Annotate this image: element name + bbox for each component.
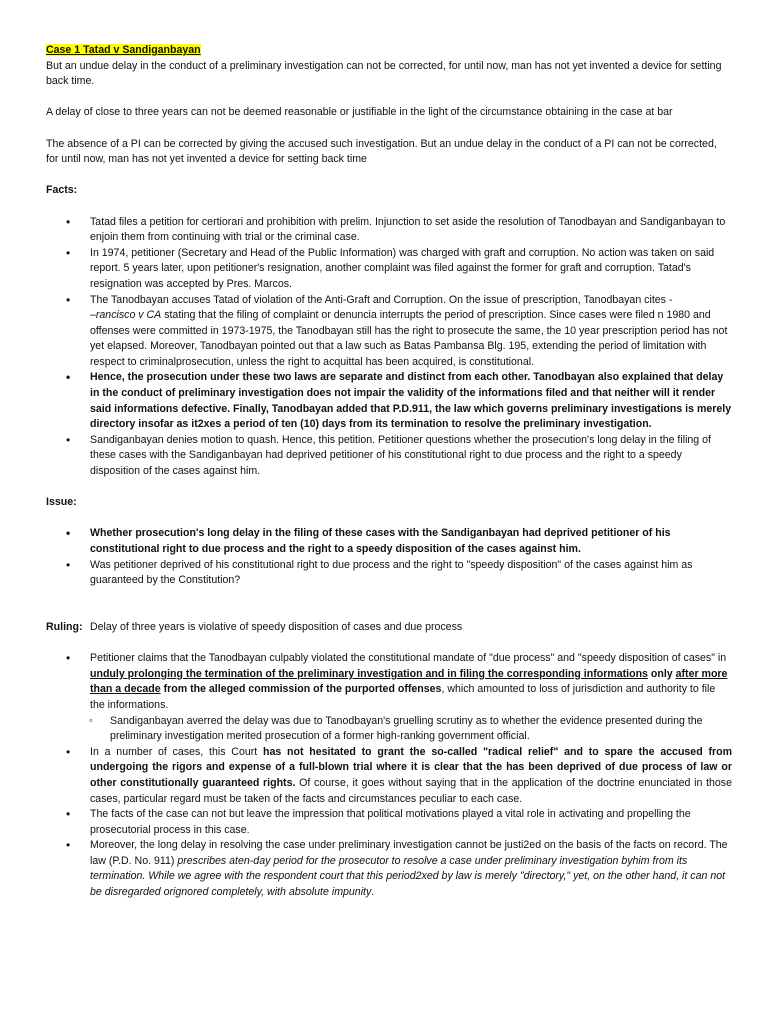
facts-list xyxy=(46,215,732,480)
facts-bullet-4: • Hence, the prosecution under these two laws are separate and distinct from each other. Tanodbayan also explained that delay in the conduct of preliminary investigation does not impair the validity of the informations filed and that neither will it render said informations defective. Finally, Tanodbayan added that P.D.911, the law which governs preliminary investigations is merely directory insofar as it2xes a period of ten (10) days from its termination to resolve the preliminary investigation. xyxy=(46,370,732,432)
ruling-heading: Ruling: xyxy=(46,620,83,633)
ruling-bullet-4: • Moreover, the long delay in resolving the case under preliminary investigation cannot be justi2ed on the basis of the facts on record. The law (P.D. No. 911) prescribes aten-day period for the prosecutor to resolve a case under preliminary investigation byhim from its termination. While we agree with the respondent court that this period2xed by law is merely "directory," yet, on the other hand, it can not be disregarded orignored completely, with absolute impunity. xyxy=(46,838,732,900)
case-title: Case 1 Tatad v Sandiganbayan xyxy=(46,44,201,56)
ruling-row xyxy=(46,620,732,636)
ruling-bullet-2: • In a number of cases, this Court has not hesitated to grant the so-called "radical relief" and to spare the accused from undergoing the rigors and expense of a full-blown trial where it is clear that the has been deprived of due process of law or other constitutionally guaranteed rights. Of course, it goes without saying that in the application of the doctrine enunciated in those cases, particular regard must be taken of the facts and circumstances peculiar to each case. xyxy=(46,745,732,807)
issue-list xyxy=(46,526,732,588)
ruling-summary: Delay of three years is violative of speedy disposition of cases and due process xyxy=(90,620,463,633)
intro-paragraph-3: The absence of a PI can be corrected by giving the accused such investigation. But an undue delay in the conduct of a PI can not be corrected, for until now, man has not yet invented a device for setting back time xyxy=(46,137,717,166)
intro-paragraph-1: But an undue delay in the conduct of a preliminary investigation can not be corrected, for until now, man has not yet invented a device for setting back time. xyxy=(46,59,722,88)
ruling-sub-bullet-1: ◦ Sandiganbayan averred the delay was due to Tanodbayan's gruelling scrutiny as to whether the evidence presented during the preliminary investigation merited prosecution of a former high-ranking government official. xyxy=(46,714,732,745)
ruling-bullet-1: • Petitioner claims that the Tanodbayan culpably violated the constitutional mandate of "due process" and "speedy disposition of cases" in unduly prolonging the termination of the preliminary investigation and in filing the corresponding informations only after more than a decade from the alleged commission of the purported offenses, which amounted to loss of jurisdiction and authority to file the informations. xyxy=(46,651,732,713)
intro-paragraph-2: A delay of close to three years can not be deemed reasonable or justifiable in the light of the circumstance obtaining in the case at bar xyxy=(46,106,673,119)
issue-bullet-2: • Was petitioner deprived of his constitutional right to due process and the right to "speedy disposition" of the cases against him as guaranteed by the Constitution? xyxy=(46,558,732,589)
ruling-bullet-3: • The facts of the case can not but leave the impression that political motivations played a vital role in activating and propelling the prosecutorial process in this case. xyxy=(46,807,732,838)
document-page xyxy=(46,43,732,901)
ruling-list xyxy=(46,651,732,901)
case-citation: –rancisco v CA xyxy=(90,309,162,322)
issue-bullet-1: • Whether prosecution's long delay in the filing of these cases with the Sandiganbayan had deprived petitioner of his constitutional right to due process and the right to a speedy disposition of the cases against him. xyxy=(46,526,732,557)
facts-bullet-5: • Sandiganbayan denies motion to quash. Hence, this petition. Petitioner questions whether the prosecution's long delay in the filing of these cases with the Sandiganbayan had deprived petitioner of his constitutional right to due process and the right to a speedy disposition of the cases against him. xyxy=(46,433,732,480)
case-title-line xyxy=(46,43,732,59)
facts-heading: Facts: xyxy=(46,184,78,197)
facts-bullet-3: • The Tanodbayan accuses Tatad of violation of the Anti-Graft and Corruption. On the issue of prescription, Tanodbayan cites - –rancisco v CA stating that the filing of complaint or denuncia interrupts the period of prescription. Since cases were filed n 1980 and offenses were committed in 1973-1975, the Tanodbayan still has the right to prosecute the same, the 10 year prescription period has not yet elapsed. Moreover, Tanodbayan pointed out that a law such as Batas Pambansa Blg. 195, extending the period of limitation with respect to criminalprosecution, unless the right to acquittal has been acquired, is constitutional. xyxy=(46,293,732,371)
issue-heading: Issue: xyxy=(46,496,77,509)
facts-bullet-1: • Tatad files a petition for certiorari and prohibition with prelim. Injunction to set aside the resolution of Tanodbayan and Sandiganbayan to enjoin them from continuing with trial or the criminal case. xyxy=(46,215,732,246)
facts-bullet-2: • In 1974, petitioner (Secretary and Head of the Public Information) was charged with graft and corruption. No action was taken on said report. 5 years later, upon petitioner's resignation, another complaint was filed against the former for graft and corruption. Tatad's resignation was accepted by Pres. Marcos. xyxy=(46,246,732,293)
